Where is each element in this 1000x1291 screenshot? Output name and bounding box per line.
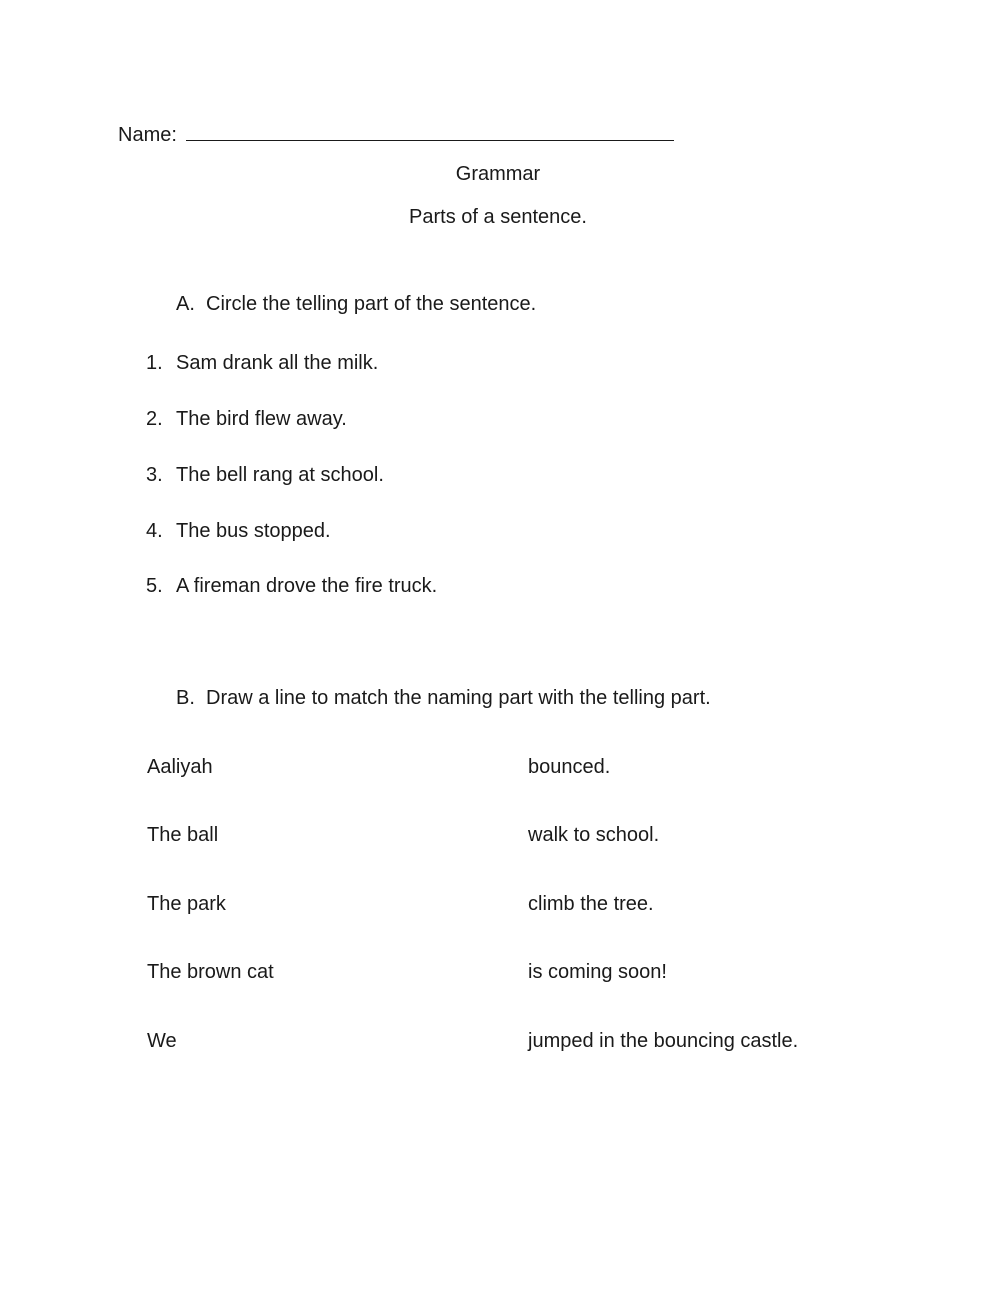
worksheet-title: Grammar [455, 163, 541, 185]
question-item [146, 351, 378, 375]
question-number: 3. [146, 464, 163, 486]
question-number: 1. [146, 352, 163, 374]
naming-part: The park [147, 893, 226, 915]
section-b-heading [176, 686, 711, 710]
naming-part: The brown cat [147, 961, 274, 983]
section-a-instruction: Circle the telling part of the sentence. [206, 293, 537, 315]
naming-part: Aaliyah [147, 756, 213, 778]
naming-part: The ball [147, 824, 219, 846]
telling-part: is coming soon! [528, 961, 667, 983]
question-number: 4. [146, 520, 163, 542]
question-sentence: A fireman drove the fire truck. [176, 575, 438, 597]
question-sentence: Sam drank all the milk. [176, 352, 379, 374]
worksheet-subtitle: Parts of a sentence. [409, 206, 587, 228]
section-a-letter: A. [176, 293, 195, 315]
question-sentence: The bird flew away. [176, 408, 347, 430]
naming-part: We [147, 1030, 177, 1052]
telling-part: climb the tree. [528, 893, 654, 915]
section-b-letter: B. [176, 687, 195, 709]
question-item [146, 574, 437, 598]
name-field-row [118, 120, 674, 147]
name-blank-line[interactable] [186, 120, 674, 141]
section-a-heading [176, 292, 536, 316]
question-item [146, 463, 384, 487]
telling-part: bounced. [528, 756, 611, 778]
question-number: 2. [146, 408, 163, 430]
telling-part: walk to school. [528, 824, 660, 846]
question-number: 5. [146, 575, 163, 597]
question-item [146, 407, 347, 431]
telling-part: jumped in the bouncing castle. [528, 1030, 799, 1052]
section-b-instruction: Draw a line to match the naming part with the telling part. [206, 687, 711, 709]
name-label: Name: [118, 124, 177, 146]
question-item [146, 519, 331, 543]
question-sentence: The bell rang at school. [176, 464, 384, 486]
question-sentence: The bus stopped. [176, 520, 331, 542]
